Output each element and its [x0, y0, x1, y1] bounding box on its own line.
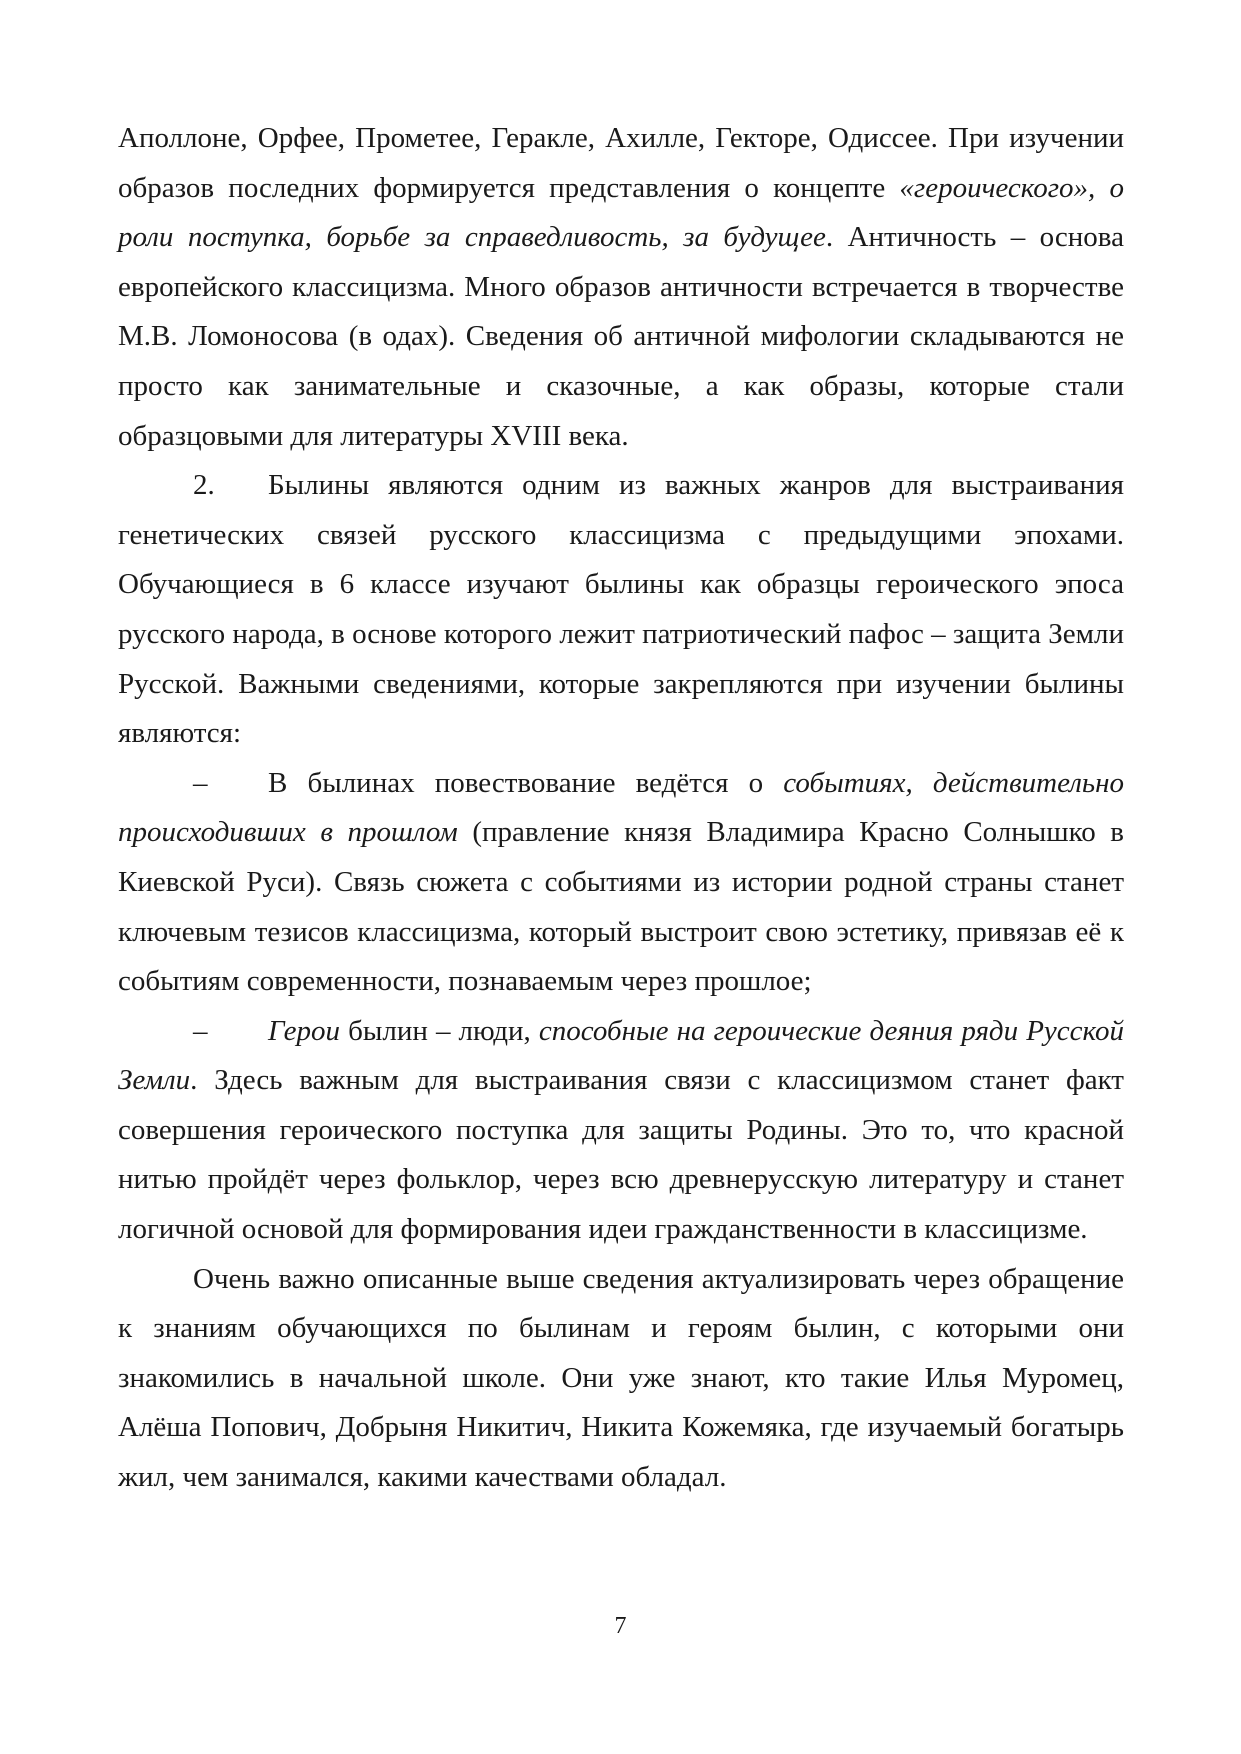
list-number: 2. [193, 469, 215, 502]
paragraph-text: (правление князя Владимира Красно Солнышко в Киевской Руси). Связь сюжета с событиями из истории родной страны станет ключевым тезисов классицизма, который выстроит свою эстетику, привязав её к событиям современности, познаваемым через прошлое; [118, 816, 1124, 998]
paragraph-text: Былины являются одним из важных жанров для выстраивания генетических связей русского классицизма с предыдущими эпохами. Обучающиеся в 6 классе изучают былины как образцы героического эпоса русского народа, в основе которого лежит патриотический пафос – защита Земли Русской. Важными сведениями, которые закрепляются при изучении былины являются: [118, 469, 1124, 750]
paragraph-text: В былинах повествование ведётся о [268, 766, 784, 799]
paragraph-text: . Здесь важным для выстраивания связи с классицизмом станет факт совершения героического поступка для защиты Родины. Это то, что красной нитью пройдёт через фольклор, через всю древнерусскую литературу и станет логичной основой для формирования идеи гражданственности в классицизме. [118, 1064, 1124, 1246]
bullet-marker: – [193, 1014, 208, 1047]
bullet-marker: – [193, 766, 208, 799]
page-body [118, 114, 1124, 1503]
paragraph-text: . Античность – основа европейского классицизма. Много образов античности встречается в творчестве М.В. Ломоносова (в одах). Сведения об античной мифологии складываются не просто как занимательные и сказочные, а как образы, которые стали образцовыми для литературы XVIII века. [118, 221, 1124, 452]
italic-emphasis: событиях, действительно происходивших в прошлом [118, 766, 1124, 849]
paragraph-antiquity [118, 114, 1124, 461]
italic-emphasis: Герои [268, 1014, 341, 1047]
italic-emphasis: «героического», о роли поступка, борьбе за справедливость, за будущее [118, 171, 1124, 254]
bullet-item-heroes [118, 1007, 1124, 1255]
paragraph-final: Очень важно описанные выше сведения актуализировать через обращение к знаниям обучающихся по былинам и героям былин, с которыми они знакомились в начальной школе. Они уже знают, кто такие Илья Муромец, Алёша Попович, Добрыня Никитич, Никита Кожемяка, где изучаемый богатырь жил, чем занимался, какими качествами обладал. [118, 1262, 1124, 1494]
paragraph-text: Аполлоне, Орфее, Прометее, Геракле, Ахилле, Гекторе, Одиссее. При изучении образов последних формируется представления о концепте [118, 122, 1124, 204]
page-number: 7 [614, 1613, 627, 1639]
italic-emphasis: способные на героические деяния ряди Русской Земли [118, 1014, 1124, 1097]
paragraph-text: былин – люди, [340, 1014, 539, 1047]
bullet-item-events [118, 759, 1124, 1007]
numbered-item-2 [118, 461, 1124, 759]
